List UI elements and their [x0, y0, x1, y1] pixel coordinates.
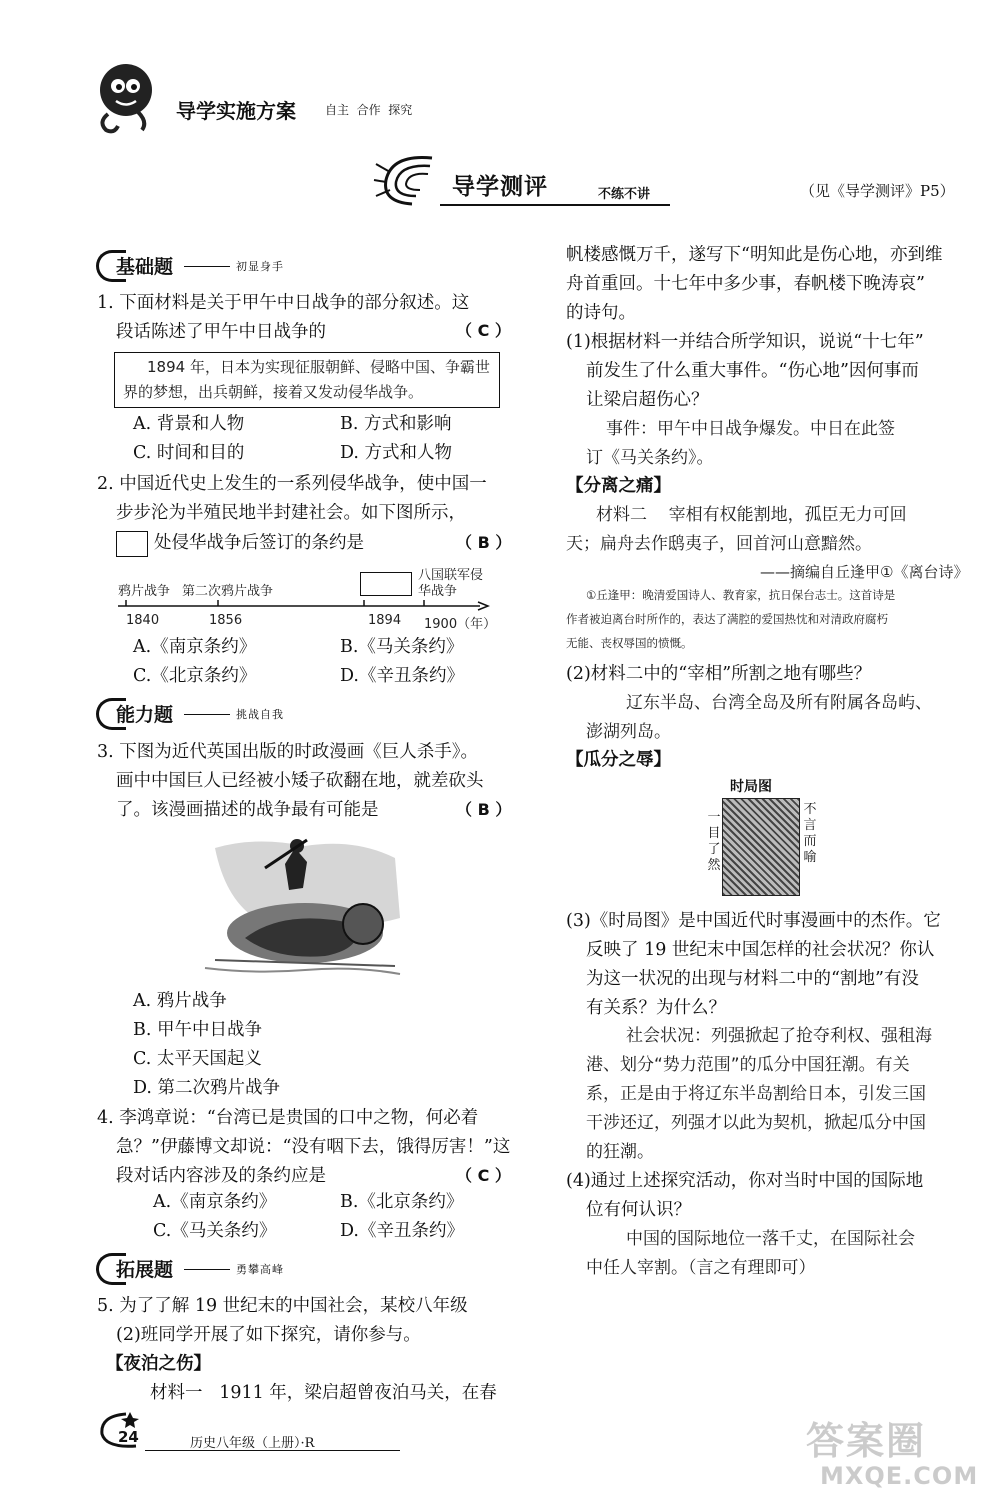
section-basic-sub: 初显身手	[236, 260, 284, 273]
q4-line-1: 4. 李鸿章说：“台湾已是贵国的口中之物，何必着	[97, 1108, 479, 1128]
sq2: (2)材料二中的“宰相”所割之地有哪些？	[566, 664, 872, 684]
sq1-line-2: 前发生了什么重大事件。“伤心地”因何事而	[586, 361, 919, 381]
q5-line-1: 5. 为了了解 19 世纪末的中国社会，某校八年级	[97, 1296, 468, 1316]
shijutu-left-char-2: 目	[707, 826, 721, 841]
q1-line-1: 1. 下面材料是关于甲午中日战争的部分叙述。这	[97, 293, 470, 313]
timeline-year-1856: 1856	[209, 613, 243, 628]
a3-line-4: 干涉还辽，列强才以此为契机，掀起瓜分中国	[586, 1113, 926, 1133]
q1-box-line-2: 界的梦想，出兵朝鲜，接着又发动侵华战争。	[123, 383, 424, 401]
mat1-cont-line-1: 帆楼感慨万千，遂写下“明知此是伤心地，亦到维	[566, 245, 943, 265]
banner-subtitle: 不练不讲	[598, 187, 651, 202]
q1-answer: C	[477, 321, 490, 340]
q4-line-3: 段对话内容涉及的条约应是	[116, 1166, 326, 1186]
watermark-logo	[800, 1410, 995, 1505]
q1-option-a: A. 背景和人物	[133, 414, 245, 434]
q4-answer-bracket: （ C ）	[456, 1166, 511, 1185]
q2-option-a: A.《南京条约》	[133, 637, 257, 657]
sq3-line-2: 反映了 19 世纪末中国怎样的社会状况？你认	[586, 940, 935, 960]
section-expand-title: 拓展题	[116, 1259, 174, 1281]
section-ability-sub: 挑战自我	[236, 708, 284, 721]
section-ability-title: 能力题	[116, 704, 174, 726]
q5-line-2: (2)班同学开展了如下探究，请你参与。	[116, 1325, 421, 1345]
shijutu-right-text	[802, 802, 818, 866]
sq1-line-3: 让梁启超伤心？	[586, 390, 709, 410]
timeline-axis	[118, 598, 490, 614]
a3-line-3: 系，正是由于将辽东半岛割给日本，引发三国	[586, 1084, 926, 1104]
footer-rule	[145, 1450, 400, 1451]
shijutu-left-char-1: 一	[707, 810, 721, 825]
q4-option-a: A.《南京条约》	[153, 1192, 277, 1212]
giant-killer-cartoon	[195, 828, 405, 978]
a3-line-1: 社会状况：列强掀起了抢夺利权、强租海	[626, 1026, 932, 1046]
q2-answer-bracket: （ B ）	[456, 533, 512, 552]
mat1-cont-line-3: 的诗句。	[566, 303, 636, 323]
q2-line-2: 步步沦为半殖民地半封建社会。如下图所示，	[116, 503, 466, 523]
banner-underline	[440, 204, 670, 206]
q1-option-c: C. 时间和目的	[133, 443, 245, 463]
banner-swirl-icon	[372, 150, 444, 210]
a1-line-2: 订《马关条约》。	[586, 448, 714, 468]
shijutu-image	[722, 798, 800, 896]
timeline-war-1: 鸦片战争	[118, 584, 171, 599]
note-line-2: 作者被迫离台时所作的，表达了满腔的爱国热忱和对清政府腐朽	[566, 612, 888, 626]
q5-tag-night: 【夜泊之伤】	[106, 1354, 211, 1374]
footer-book-title: 历史八年级（上册）·R	[190, 1436, 315, 1451]
shijutu-right-char-3: 而	[803, 834, 817, 849]
footer-page-number: 24	[118, 1428, 139, 1446]
q4-option-b: B.《北京条约》	[340, 1192, 464, 1212]
a4-line-1: 中国的国际地位一落千丈，在国际社会	[626, 1229, 915, 1249]
a3-line-2: 港、划分“势力范围”的瓜分中国狂潮。有关	[586, 1055, 910, 1075]
a2-line-1: 辽东半岛、台湾全岛及所有附属各岛屿、	[626, 693, 932, 713]
q3-line-1: 3. 下图为近代英国出版的时政漫画《巨人杀手》。	[97, 742, 479, 762]
a1-line-1: 事件：甲午中日战争爆发。中日在此签	[606, 419, 895, 439]
section-expand-sub: 勇攀高峰	[236, 1263, 284, 1276]
a4-line-2: 中任人宰割。（言之有理即可）	[586, 1258, 816, 1278]
q4-option-c: C.《马关条约》	[153, 1221, 277, 1241]
q1-option-d: D. 方式和人物	[340, 443, 453, 463]
shijutu-left-char-4: 然	[707, 858, 721, 873]
shijutu-cartoon	[704, 776, 820, 898]
q1-material-box	[114, 352, 500, 408]
shijutu-left-text	[706, 810, 722, 874]
timeline-war-3-line-2: 华战争	[418, 584, 458, 599]
tag-separation: 【分离之痛】	[566, 476, 671, 496]
section-basic-header	[96, 250, 326, 282]
section-ability-header	[96, 698, 326, 730]
mascot-logo	[88, 56, 158, 136]
sq3-line-3: 为这一状况的出现与材料二中的“割地”有没	[586, 969, 919, 989]
timeline-year-1840: 1840	[126, 613, 160, 628]
q1-option-b: B. 方式和影响	[340, 414, 452, 434]
mat1-cont-line-2: 舟首重回。十七年中多少事，春帆楼下晚涛哀”	[566, 274, 925, 294]
q2-answer: B	[477, 533, 490, 552]
q3-answer: B	[477, 800, 490, 819]
sq4-line-2: 位有何认识？	[586, 1200, 691, 1220]
q1-answer-bracket: （ C ）	[456, 321, 511, 340]
q2-option-b: B.《马关条约》	[340, 637, 464, 657]
q3-option-b: B. 甲午中日战争	[133, 1020, 262, 1040]
note-line-3: 无能、丧权辱国的愤慨。	[566, 636, 693, 650]
timeline-war-3-line-1: 八国联军侵	[418, 568, 484, 583]
q1-box-line-1: 1894 年，日本为实现征服朝鲜、侵略中国、争霸世	[147, 358, 490, 376]
shijutu-right-char-2: 言	[803, 818, 817, 833]
a2-line-2: 澎湖列岛。	[586, 722, 671, 742]
q2-line-3: 处侵华战争后签订的条约是	[154, 533, 364, 553]
shijutu-right-char-1: 不	[803, 802, 817, 817]
q2-option-c: C.《北京条约》	[133, 666, 257, 686]
header-tagline: 自主 合作 探究	[325, 103, 413, 117]
q3-answer-bracket: （ B ）	[456, 800, 512, 819]
section-basic-title: 基础题	[116, 256, 174, 278]
q3-option-a: A. 鸦片战争	[133, 991, 227, 1011]
timeline-year-1900: 1900（年）	[424, 617, 497, 632]
q3-option-d: D. 第二次鸦片战争	[133, 1078, 281, 1098]
note-line-1: ①丘逢甲：晚清爱国诗人、教育家，抗日保台志士。这首诗是	[586, 588, 896, 602]
q4-option-d: D.《辛丑条约》	[340, 1221, 464, 1241]
header-title: 导学实施方案	[176, 99, 296, 123]
sq3-line-4: 有关系？为什么？	[586, 998, 726, 1018]
sq3-line-1: (3)《时局图》是中国近代时事漫画中的杰作。它	[566, 911, 941, 931]
mat2-line-1: 材料二 宰相有权能割地，孤臣无力可回	[596, 505, 907, 525]
tag-partition: 【瓜分之辱】	[566, 750, 671, 770]
banner-reference: （见《导学测评》P5）	[800, 182, 955, 200]
q4-answer: C	[477, 1166, 490, 1185]
q3-line-3: 了。该漫画描述的战争最有可能是	[116, 800, 379, 820]
mat2-source: ——摘编自丘逢甲①《离台诗》	[760, 563, 969, 581]
banner-title: 导学测评	[452, 174, 548, 200]
q2-blank-box	[116, 531, 148, 557]
sq1-line-1: (1)根据材料一并结合所学知识，说说“十七年”	[566, 332, 924, 352]
a3-line-5: 的狂潮。	[586, 1142, 654, 1162]
q5-material-1: 材料一 1911 年，梁启超曾夜泊马关，在春	[150, 1383, 497, 1403]
q2-line-1: 2. 中国近代史上发生的一系列侵华战争，使中国一	[97, 474, 487, 494]
shijutu-left-char-3: 了	[707, 842, 721, 857]
q2-option-d: D.《辛丑条约》	[340, 666, 464, 686]
mat2-line-2: 天；扁舟去作鸱夷子，回首河山意黯然。	[566, 534, 872, 554]
q1-line-2: 段话陈述了甲午中日战争的	[116, 322, 326, 342]
q3-line-2: 画中中国巨人已经被小矮子砍翻在地，就差砍头	[116, 771, 484, 791]
shijutu-right-char-4: 喻	[803, 850, 817, 865]
watermark-bottom-text: MXQE.COM	[820, 1462, 979, 1490]
shijutu-title: 时局图	[730, 779, 772, 795]
q4-line-2: 急？”伊藤博文却说：“没有咽下去，饿得厉害！”这	[116, 1137, 511, 1157]
timeline-year-1894: 1894	[368, 613, 402, 628]
timeline-war-2: 第二次鸦片战争	[182, 584, 274, 599]
section-expand-header	[96, 1253, 326, 1285]
timeline-blank-box	[360, 572, 412, 596]
sq4-line-1: (4)通过上述探究活动，你对当时中国的国际地	[566, 1171, 924, 1191]
q3-option-c: C. 太平天国起义	[133, 1049, 262, 1069]
watermark-top-text: 答案圈	[806, 1419, 927, 1463]
